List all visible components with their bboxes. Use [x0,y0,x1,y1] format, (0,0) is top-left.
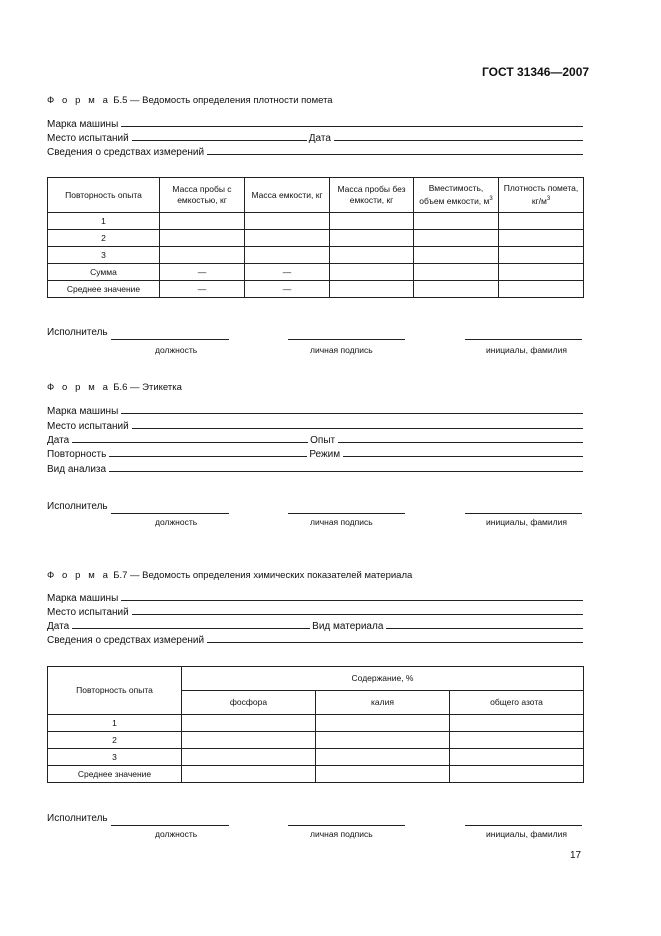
table-cell-dash: — [160,264,245,281]
table-row [48,732,584,749]
table-cell[interactable] [160,247,245,264]
table-cell[interactable] [245,230,330,247]
fill-line[interactable] [121,117,583,127]
form-b7-title [47,570,412,581]
table-cell[interactable] [160,213,245,230]
form-b7-table [47,666,584,783]
header-cell: Масса пробы с емкостью, кг [160,178,245,213]
table-cell[interactable] [414,213,499,230]
table-cell[interactable] [182,749,316,766]
fill-line[interactable] [207,145,583,155]
signature-line-position[interactable] [111,513,229,514]
fill-line[interactable] [109,447,307,457]
table-cell[interactable] [499,230,584,247]
header-cell: фосфора [182,691,316,715]
table-header-row [48,178,584,213]
row-label: 3 [48,749,182,766]
form-b5-title-text: Б.5 — Ведомость определения плотности помета [113,95,333,106]
table-row-average [48,766,584,783]
field-label: Марка машины [47,406,119,417]
table-row [48,230,584,247]
row-label: 2 [48,230,160,247]
form-b5-field-instruments[interactable] [47,145,585,159]
field-label: Режим [309,449,341,460]
unit-superscript: 3 [489,196,493,203]
fill-line[interactable] [121,591,583,601]
header-cell-content: Содержание, % [182,667,584,691]
row-label: Среднее значение [48,281,160,298]
table-row [48,213,584,230]
fill-line[interactable] [132,419,583,429]
field-label: Опыт [310,435,336,446]
fill-line[interactable] [72,433,308,443]
signature-line-sign[interactable] [288,825,405,826]
header-cell: Вместимость, объем емкости, $м^3$ [414,178,499,213]
caption-position: должность [155,517,198,527]
field-label: Вид анализа [47,464,107,475]
header-cell: общего азота [450,691,584,715]
table-cell[interactable] [499,213,584,230]
fill-line[interactable] [334,131,583,141]
table-cell[interactable] [330,264,414,281]
table-cell[interactable] [414,230,499,247]
form-b5-signature-label: Исполнитель [47,327,108,338]
table-row-sum [48,264,584,281]
form-b6-prefix: Ф о р м а [47,382,111,393]
form-b6-signature-label: Исполнитель [47,501,108,512]
table-row [48,715,584,732]
form-b6-field-machine[interactable] [47,404,585,418]
form-b5-prefix: Ф о р м а [47,95,111,106]
table-cell-dash: — [160,281,245,298]
row-label: 2 [48,732,182,749]
caption-name: инициалы, фамилия [486,829,567,839]
caption-name: инициалы, фамилия [486,345,567,355]
signature-line-name[interactable] [465,513,582,514]
field-label: Вид материала [312,621,384,632]
table-cell[interactable] [499,264,584,281]
table-cell[interactable] [316,732,450,749]
header-cell: Повторность опыта [48,178,160,213]
table-cell[interactable] [316,766,450,783]
form-b7-title-text: Б.7 — Ведомость определения химических показателей материала [113,570,413,581]
fill-line[interactable] [386,619,583,629]
field-label: Дата [47,435,70,446]
field-label: Дата [47,621,70,632]
caption-signature: личная подпись [310,517,373,527]
signature-line-position[interactable] [111,339,229,340]
form-b7-signature-label: Исполнитель [47,813,108,824]
table-cell[interactable] [330,247,414,264]
table-row-average [48,281,584,298]
table-row [48,247,584,264]
fill-line[interactable] [72,619,310,629]
form-b7-field-machine[interactable] [47,591,585,605]
form-b7-field-place[interactable] [47,605,585,619]
table-cell-dash: — [245,281,330,298]
row-label: Сумма [48,264,160,281]
table-cell[interactable] [450,715,584,732]
field-label: Марка машины [47,593,119,604]
row-label: 1 [48,715,182,732]
form-b7-field-date-material[interactable] [47,619,585,633]
table-cell[interactable] [245,247,330,264]
table-row [48,749,584,766]
table-cell[interactable] [499,281,584,298]
caption-signature: личная подпись [310,829,373,839]
header-cell-repeat: Повторность опыта [48,667,182,715]
table-cell[interactable] [160,230,245,247]
field-label: Место испытаний [47,607,129,618]
form-b6-field-analysis[interactable] [47,462,585,476]
header-cell: Масса емкости, кг [245,178,330,213]
field-label: Марка машины [47,119,119,130]
table-cell[interactable] [414,281,499,298]
table-cell[interactable] [182,732,316,749]
fill-line[interactable] [109,462,583,472]
table-cell[interactable] [450,766,584,783]
fill-line[interactable] [343,447,583,457]
table-cell[interactable] [499,247,584,264]
header-cell: калия [316,691,450,715]
form-b6-title [47,382,182,393]
signature-line-sign[interactable] [288,339,405,340]
fill-line[interactable] [338,433,583,443]
signature-line-name[interactable] [465,825,582,826]
fill-line[interactable] [207,633,583,643]
form-b5-title [47,95,333,106]
row-label: Среднее значение [48,766,182,783]
field-label: Место испытаний [47,421,129,432]
caption-position: должность [155,829,198,839]
table-cell[interactable] [182,766,316,783]
field-label: Повторность [47,449,107,460]
form-b6-title-text: Б.6 — Этикетка [113,382,182,393]
fill-line[interactable] [132,605,583,615]
form-b6-field-repeat-mode[interactable] [47,447,585,461]
signature-line-position[interactable] [111,825,229,826]
fill-line[interactable] [132,131,307,141]
form-b7-field-instruments[interactable] [47,633,585,647]
form-b6-field-date-experiment[interactable] [47,433,585,447]
form-b5-table [47,177,584,298]
fill-line[interactable] [121,404,583,414]
header-cell: Плотность помета, $кг/м^3$ [499,178,584,213]
field-label: Сведения о средствах измерений [47,635,205,646]
caption-signature: личная подпись [310,345,373,355]
signature-line-name[interactable] [465,339,582,340]
field-label: Сведения о средствах измерений [47,147,205,158]
table-cell[interactable] [330,230,414,247]
row-label: 3 [48,247,160,264]
table-cell[interactable] [330,213,414,230]
table-cell[interactable] [316,715,450,732]
table-cell[interactable] [182,715,316,732]
unit-superscript: 3 [546,196,551,203]
form-b6-field-place[interactable] [47,419,585,433]
table-header-row [48,667,584,691]
form-b5-field-machine[interactable] [47,117,585,131]
field-label: Место испытаний [47,133,129,144]
table-cell[interactable] [330,281,414,298]
table-cell[interactable] [414,247,499,264]
row-label: 1 [48,213,160,230]
table-cell[interactable] [450,732,584,749]
caption-position: должность [155,345,198,355]
field-label: Дата [308,133,331,144]
page-number: 17 [570,850,582,861]
signature-line-sign[interactable] [288,513,405,514]
form-b7-prefix: Ф о р м а [47,570,111,581]
table-cell-dash: — [245,264,330,281]
standard-number: ГОСТ 31346—2007 [482,65,590,79]
form-b5-field-place-date[interactable] [47,131,585,145]
header-cell: Масса пробы без емкости, кг [330,178,414,213]
table-cell[interactable] [316,749,450,766]
table-cell[interactable] [414,264,499,281]
table-cell[interactable] [245,213,330,230]
caption-name: инициалы, фамилия [486,517,567,527]
table-cell[interactable] [450,749,584,766]
